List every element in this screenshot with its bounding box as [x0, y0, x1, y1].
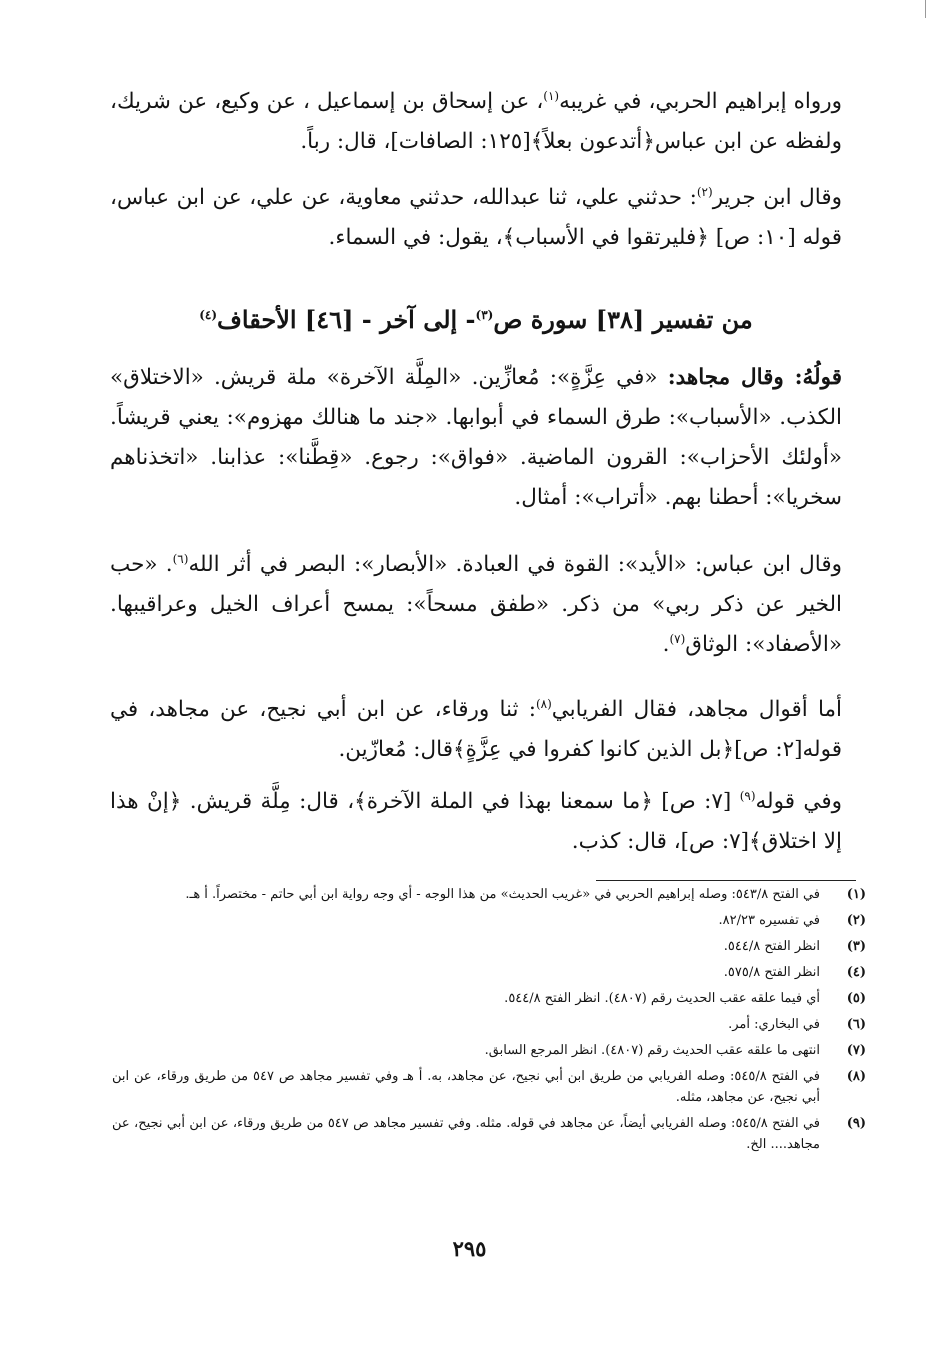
paragraph-text: ، عن إسحاق بن إسماعيل ، عن وكيع، عن شريك، ولفظه عن ابن عباس﴿أتدعون بعلاً﴾[١٢٥: الصافات]، قال: رباً.: [110, 89, 842, 154]
footnote-ref[interactable]: (٢): [696, 184, 713, 199]
paragraph-text: .: [662, 632, 670, 657]
footnote-number: (٢): [846, 913, 866, 928]
footnote-divider: [596, 880, 856, 881]
paragraph-text: [٧: ص] ﴿ما سمعنا بهذا في الملة الآخرة﴾، قال: مِلَّة قريش. ﴿إنْ هذا إلا اختلاق﴾[٧: ص]، قال: كذب.: [110, 789, 842, 854]
scan-edge-mark: [925, 0, 926, 18]
footnote-number: (٣): [846, 939, 866, 954]
paragraph-ibn-abbas: [110, 545, 842, 665]
section-heading: [110, 300, 842, 340]
footnote-item: [112, 884, 866, 905]
footnote-number: (٦): [846, 1017, 866, 1032]
paragraph-text: وقال ابن عباس: «الأيد»: القوة في العبادة. «الأبصار»: البصر في أثر الله: [188, 552, 842, 577]
footnote-text: انظر الفتح ٥٧٥/٨.: [723, 965, 820, 980]
footnote-item: [112, 910, 866, 931]
paragraph-lead: قولُهُ: وقال مجاهد:: [667, 365, 842, 390]
footnote-number: (٤): [846, 965, 866, 980]
footnote-text: انظر الفتح ٥٤٤/٨.: [723, 939, 820, 954]
paragraph-text: وقال ابن جرير: [712, 185, 842, 210]
footnote-text: في تفسيره ٨٢/٢٣.: [718, 913, 820, 928]
footnote-number: (٥): [846, 991, 866, 1006]
footnote-item: [112, 1066, 866, 1108]
footnote-ref[interactable]: (٧): [669, 631, 686, 646]
footnote-text: في الفتح ٥٤٥/٨: وصله الفريابي أيضاً، عن مجاهد في قوله. مثله. وفي تفسير مجاهد ص ٥٤٧ من طريق ورقاء، عن ابن أبي نجيح، عن مجاهد.... الخ.: [112, 1116, 820, 1152]
footnotes-list: [112, 884, 866, 1160]
footnote-item: [112, 1040, 866, 1061]
footnote-ref[interactable]: (٤): [199, 308, 218, 322]
paragraph-ibn-jarir: [110, 178, 842, 258]
footnote-text: في الفتح ٥٤٥/٨: وصله الفريابي من طريق ابن أبي نجيح، عن مجاهد، به. أ هـ وفي تفسير مجاهد ص ٥٤٧ من طريق ورقاء، عن ابن أبي نجيح، عن مجاهد، مثله.: [112, 1069, 820, 1105]
footnote-ref[interactable]: (٩): [739, 788, 756, 803]
footnote-ref[interactable]: (٣): [475, 308, 494, 322]
footnote-text: أي فيما علقه عقب الحديث رقم (٤٨٠٧). انظر الفتح ٥٤٤/٨.: [504, 991, 820, 1006]
footnote-item: [112, 1014, 866, 1035]
paragraph-text: وفي قوله: [755, 789, 842, 814]
paragraph-mujahid-glosses: [110, 358, 842, 518]
footnote-ref[interactable]: (٨): [535, 696, 552, 711]
page-number: ٢٩٥: [452, 1236, 487, 1261]
footnote-item: [112, 1113, 866, 1155]
paragraph-text: : ثنا ورقاء، عن ابن أبي نجيح، عن مجاهد، في قوله[٢: ص]﴿بل الذين كانوا كفروا في عِزَّةٍ﴾قال: مُعازّين.: [110, 697, 842, 762]
footnote-text: في البخاري: أمر.: [728, 1017, 820, 1032]
paragraph-text: : حدثني علي، ثنا عبدالله، حدثني معاوية، عن علي، عن ابن عباس، قوله [١٠: ص] ﴿فليرتقوا في الأسباب﴾، يقول: في السماء.: [110, 185, 842, 250]
paragraph-firyabi: [110, 690, 842, 770]
footnote-ref[interactable]: (١): [543, 88, 560, 103]
paragraph-text: أما أقوال مجاهد، فقال الفريابي: [551, 697, 842, 722]
footnote-item: [112, 936, 866, 957]
footnote-number: (٧): [846, 1043, 866, 1058]
paragraph-ibrahim-harbi: [110, 82, 842, 162]
paragraph-millah: [110, 782, 842, 862]
footnote-number: (٨): [846, 1069, 866, 1084]
footnote-text: في الفتح ٥٤٣/٨: وصله إبراهيم الحربي في «غريب الحديث» من هذا الوجه - أي وجه رواية ابن أبي حاتم - مختصراً. أ هـ.: [185, 887, 820, 902]
paragraph-text: «في عِزَّةٍ»: مُعازِّين. «المِلَّة الآخرة» ملة قريش. «الاختلاق» الكذب. «الأسباب»: طرق السماء في أبوابها. «جند ما هنالك مهزوم»: يعني قريشاً. «أولئك الأحزاب»: القرون الماضية. «فواق»: رجوع. «قِطَّنا»: عذابنا. «اتخذناهم سخريا»: أحطنا بهم. «أتراب»: أمثال.: [110, 365, 842, 510]
heading-text: - إلى آخر - [٤٦] الأحقاف: [217, 305, 476, 334]
footnote-text: انتهى ما علقه عقب الحديث رقم (٤٨٠٧). انظر المرجع السابق.: [484, 1043, 820, 1058]
paragraph-text: ورواه إبراهيم الحربي، في غريبه: [559, 89, 843, 114]
footnote-item: [112, 988, 866, 1009]
paragraph-text: . «حب الخير عن ذكر ربي» من ذكر. «طفق مسحاً»: يمسح أعراف الخيل وعراقيبها. «الأصفاد»: الوثاق: [110, 552, 842, 657]
footnote-number: (١): [846, 887, 866, 902]
footnote-item: [112, 962, 866, 983]
footnote-ref[interactable]: (٦): [172, 551, 189, 566]
heading-text: من تفسير [٣٨] سورة ص: [493, 305, 753, 334]
footnote-number: (٩): [846, 1116, 866, 1131]
